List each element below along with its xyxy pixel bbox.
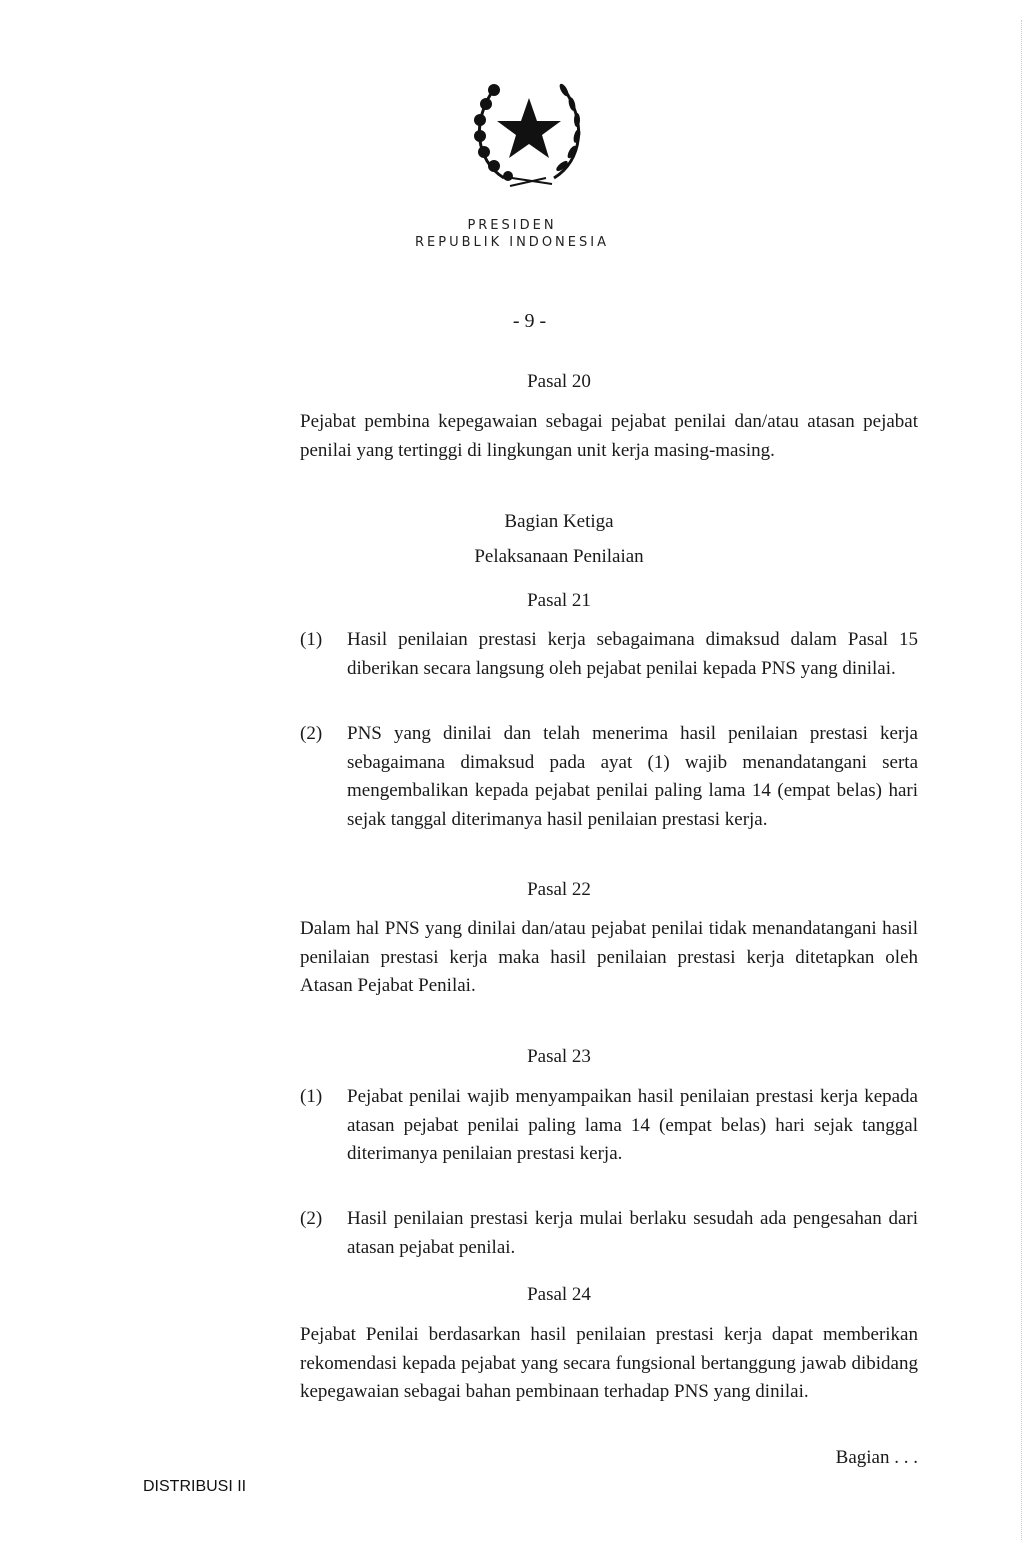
pasal-23-title: Pasal 23 [527,1046,591,1067]
pasal-24-title: Pasal 24 [527,1284,591,1305]
item-number: (2) [300,1208,323,1229]
bagian-title: Bagian Ketiga [504,511,614,532]
header-republic: REPUBLIK INDONESIA [415,235,609,250]
continuation-label: Bagian . . . [835,1447,918,1468]
pasal-24-text: Pejabat Penilai berdasarkan hasil penilaian prestasi kerja dapat memberikan rekomendasi kepada pejabat yang secara fungsional bertanggung jawab dibidang kepegawaian sebagai bahan pembinaan terhadap PNS yang dinilai. [300,1324,918,1402]
pasal-21-item-1 [300,626,918,683]
pasal-21-item-2 [300,720,918,834]
item-text: Hasil penilaian prestasi kerja mulai berlaku sesudah ada pengesahan dari atasan pejabat penilai. [347,1208,918,1258]
pasal-22-text: Dalam hal PNS yang dinilai dan/atau pejabat penilai tidak menandatangani hasil penilaian prestasi kerja maka hasil penilaian prestasi kerja ditetapkan oleh Atasan Pejabat Penilai. [300,918,918,996]
item-text: Hasil penilaian prestasi kerja sebagaimana dimaksud dalam Pasal 15 diberikan secara langsung oleh pejabat penilai kepada PNS yang dinilai. [347,629,918,679]
pasal-21-title: Pasal 21 [527,590,591,611]
pasal-23-item-2 [300,1205,918,1262]
item-number: (1) [300,629,323,650]
header-president: PRESIDEN [467,218,557,233]
distribution-label: DISTRIBUSI II [143,1478,247,1495]
pasal-20-text: Pejabat pembina kepegawaian sebagai pejabat penilai dan/atau atasan pejabat penilai yang tertinggi di lingkungan unit kerja masing-masing. [300,411,918,461]
pasal-22-title: Pasal 22 [527,879,591,900]
item-text: PNS yang dinilai dan telah menerima hasil penilaian prestasi kerja sebagaimana dimaksud pada ayat (1) wajib menandatangani serta mengembalikan kepada pejabat penilai paling lama 14 (empat belas) hari sejak tanggal diterimanya hasil penilaian prestasi kerja. [347,723,918,830]
bagian-subtitle: Pelaksanaan Penilaian [474,546,644,567]
page-number: - 9 - [512,310,547,332]
item-number: (1) [300,1086,323,1107]
pasal-23-item-1 [300,1083,918,1169]
pasal-20-title: Pasal 20 [527,371,591,392]
garuda-star-emblem-icon [464,66,594,196]
item-text: Pejabat penilai wajib menyampaikan hasil penilaian prestasi kerja kepada atasan pejabat penilai paling lama 14 (empat belas) hari sejak tanggal diterimanya penilaian prestasi kerja. [347,1086,918,1164]
item-number: (2) [300,723,323,744]
